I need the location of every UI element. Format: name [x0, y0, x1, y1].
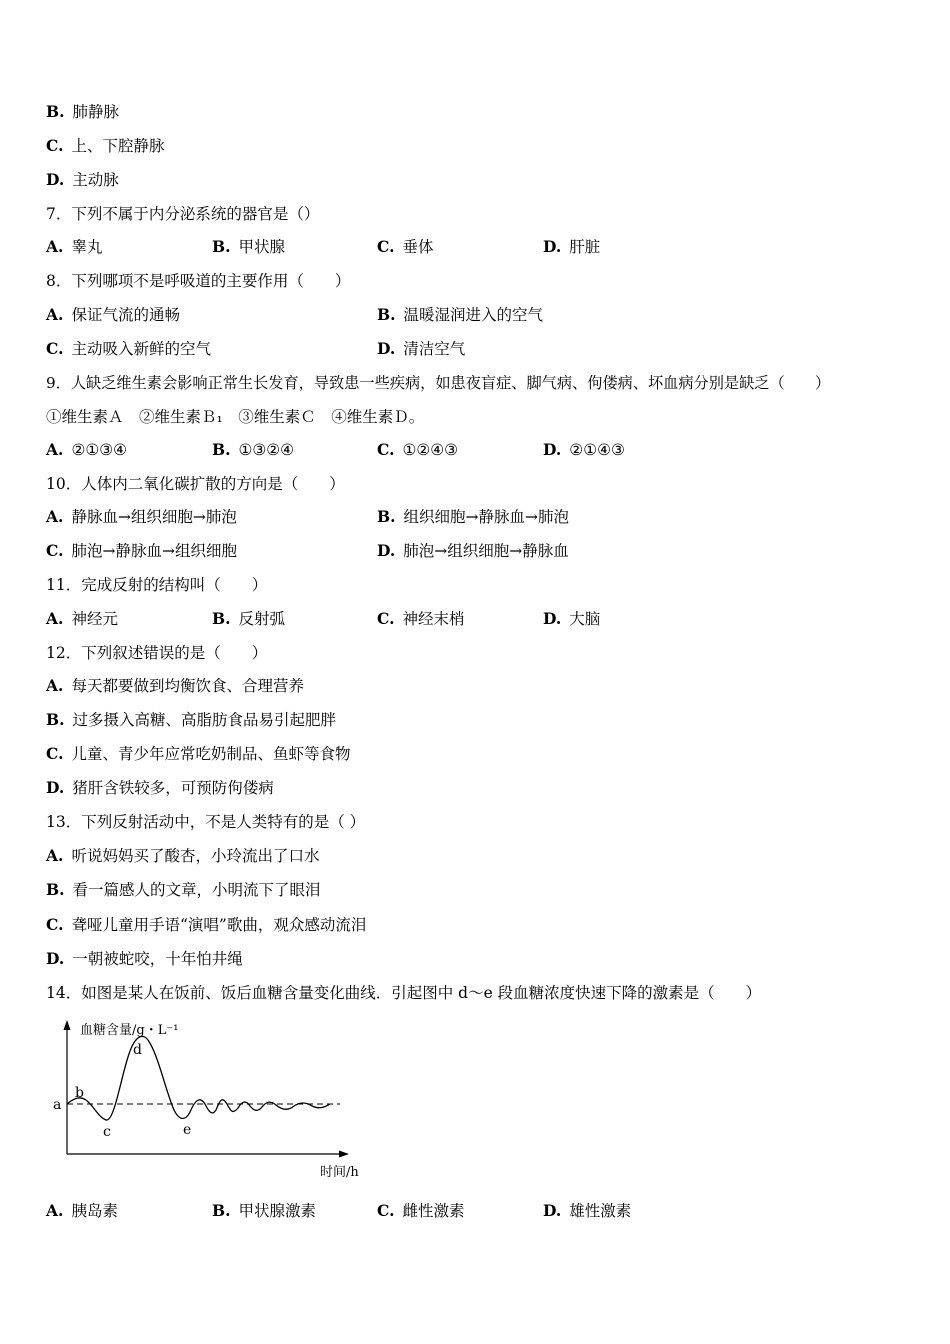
point-d-label: d	[133, 1042, 142, 1058]
q13-option-c: C. 聋哑儿童用手语“演唱”歌曲，观众感动流泪	[46, 915, 367, 934]
question-7-stem: 7．下列不属于内分泌系统的器官是（）	[46, 205, 320, 223]
q8-option-d: D. 清洁空气	[377, 339, 466, 358]
q10-option-b: B. 组织细胞→静脉血→肺泡	[377, 507, 569, 526]
x-axis-label: 时间/h	[320, 1165, 359, 1180]
q8-option-c: C. 主动吸入新鲜的空气	[46, 339, 211, 358]
q14-option-c: C. 雌性激素	[377, 1201, 465, 1220]
q9-option-d: D. ②①④③	[543, 440, 625, 459]
q7-option-b: B. 甲状腺	[212, 237, 286, 256]
point-a-label: a	[53, 1097, 62, 1113]
q9-option-c: C. ①②④③	[377, 440, 459, 459]
q14-option-b: B. 甲状腺激素	[212, 1201, 317, 1220]
question-13-stem: 13．下列反射活动中，不是人类特有的是（ ）	[46, 813, 366, 831]
q10-option-d: D. 肺泡→组织细胞→静脉血	[377, 541, 569, 560]
q11-option-b: B. 反射弧	[212, 609, 286, 628]
q12-option-b: B. 过多摄入高糖、高脂肪食品易引起肥胖	[46, 710, 337, 729]
q7-option-d: D. 肝脏	[543, 237, 601, 256]
q12-option-c: C. 儿童、青少年应常吃奶制品、鱼虾等食物	[46, 744, 351, 763]
q12-option-a: A. 每天都要做到均衡饮食、合理营养	[46, 676, 304, 695]
question-12-stem: 12．下列叙述错误的是（ ）	[46, 644, 268, 662]
q8-option-b: B. 温暖湿润进入的空气	[377, 305, 544, 324]
point-b-label: b	[75, 1085, 84, 1101]
option-prev-c: C. 上、下腔静脉	[46, 136, 165, 155]
question-10-stem: 10．人体内二氧化碳扩散的方向是（ ）	[46, 475, 345, 493]
q13-option-b: B. 看一篇感人的文章，小明流下了眼泪	[46, 880, 321, 899]
q9-option-a: A. ②①③④	[46, 440, 128, 459]
question-8-stem: 8．下列哪项不是呼吸道的主要作用（ ）	[46, 272, 351, 290]
q11-option-d: D. 大脑	[543, 609, 601, 628]
q7-option-a: A. 睾丸	[46, 237, 103, 256]
q7-option-c: C. 垂体	[377, 237, 434, 256]
y-axis-label: 血糖含量/g・L⁻¹	[80, 1023, 179, 1038]
point-e-label: e	[183, 1122, 192, 1138]
x-axis-arrow	[339, 1151, 349, 1158]
q14-option-a: A. 胰岛素	[46, 1201, 118, 1220]
question-11-stem: 11．完成反射的结构叫（ ）	[46, 576, 268, 594]
blood-sugar-graph	[40, 1012, 370, 1182]
glucose-curve	[67, 1036, 330, 1120]
q11-option-a: A. 神经元	[46, 609, 118, 628]
q10-option-c: C. 肺泡→静脉血→组织细胞	[46, 541, 237, 560]
q14-option-d: D. 雄性激素	[543, 1201, 632, 1220]
option-prev-d: D. 主动脉	[46, 170, 119, 189]
q10-option-a: A. 静脉血→组织细胞→肺泡	[46, 507, 237, 526]
q8-option-a: A. 保证气流的通畅	[46, 305, 180, 324]
q12-option-d: D. 猪肝含铁较多，可预防佝偻病	[46, 778, 274, 797]
q13-option-d: D. 一朝被蛇咬，十年怕井绳	[46, 949, 243, 968]
q11-option-c: C. 神经末梢	[377, 609, 465, 628]
y-axis-arrow	[64, 1020, 71, 1030]
question-14-stem: 14．如图是某人在饭前、饭后血糖含量变化曲线．引起图中 d～e 段血糖浓度快速下降的激素是（ ）	[46, 984, 762, 1002]
option-prev-b: B. 肺静脉	[46, 102, 120, 121]
q13-option-a: A. 听说妈妈买了酸杏，小玲流出了口水	[46, 846, 320, 865]
point-c-label: c	[103, 1124, 111, 1140]
question-9-sub: ①维生素Ａ ②维生素Ｂ₁ ③维生素Ｃ ④维生素Ｄ。	[46, 408, 425, 426]
question-9-stem: 9．人缺乏维生素会影响正常生长发育，导致患一些疾病，如患夜盲症、脚气病、佝偻病、坏血病分别是缺乏（ ）	[46, 374, 831, 392]
q9-option-b: B. ①③②④	[212, 440, 295, 459]
